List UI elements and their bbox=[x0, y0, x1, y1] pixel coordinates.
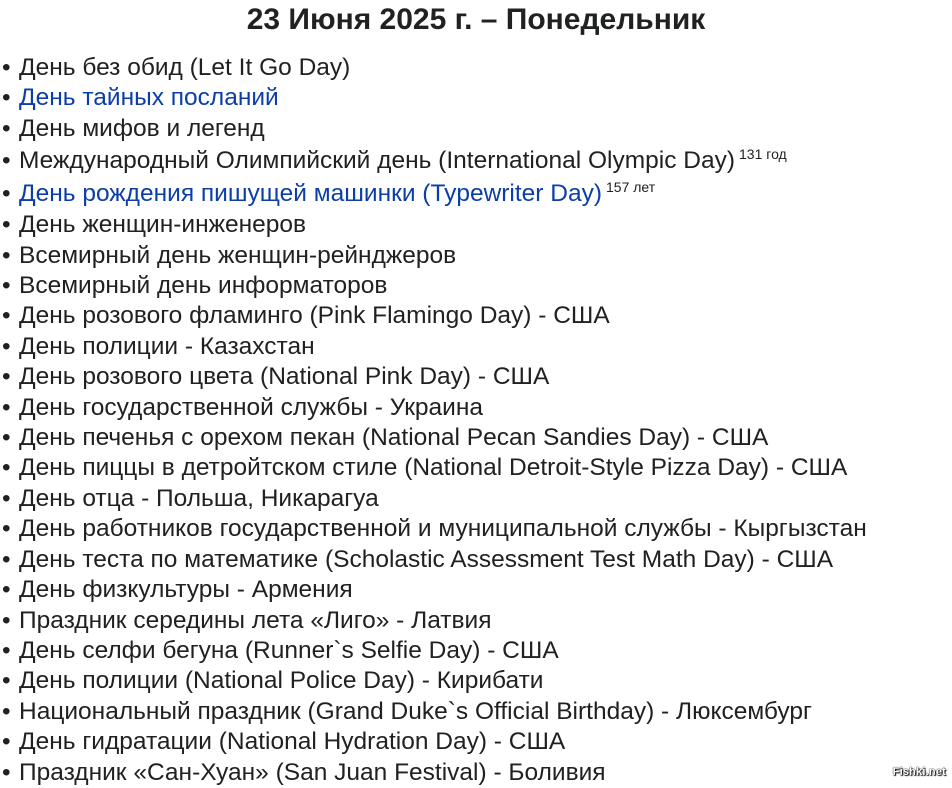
bullet: • bbox=[2, 363, 11, 391]
item-text: День без обид (Let It Go Day) bbox=[19, 54, 351, 81]
bullet: • bbox=[2, 484, 11, 512]
item-text: День физкультуры - Армения bbox=[19, 576, 353, 604]
bullet: • bbox=[2, 211, 11, 239]
list-item bbox=[2, 758, 952, 788]
list-item bbox=[2, 393, 952, 423]
item-text: День печенья с орехом пекан (National Pecan Sandies Day) - США bbox=[19, 424, 769, 452]
item-text: День теста по математике (Scholastic Assessment Test Math Day) - США bbox=[19, 545, 834, 573]
item-text: День розового фламинго (Pink Flamingo Day) - США bbox=[19, 302, 610, 330]
holiday-list bbox=[2, 53, 952, 788]
list-item bbox=[2, 362, 952, 392]
bullet: • bbox=[2, 84, 11, 112]
list-item bbox=[2, 484, 952, 514]
item-text: День полиции - Казахстан bbox=[19, 332, 315, 360]
bullet: • bbox=[2, 272, 11, 300]
list-item bbox=[2, 114, 952, 144]
item-text: День государственной службы - Украина bbox=[19, 393, 484, 421]
page-title: 23 Июня 2025 г. – Понедельник bbox=[246, 3, 706, 36]
anniversary-note: 131 год bbox=[739, 146, 787, 163]
item-text: День пиццы в детройтском стиле (National Detroit-Style Pizza Day) - США bbox=[19, 454, 848, 482]
list-item bbox=[2, 271, 952, 301]
bullet: • bbox=[2, 667, 11, 695]
list-item bbox=[2, 210, 952, 240]
item-link[interactable]: День тайных посланий bbox=[19, 84, 279, 112]
list-item bbox=[2, 666, 952, 696]
item-text: Праздник «Сан-Хуан» (San Juan Festival) - Боливия bbox=[19, 758, 606, 786]
list-item bbox=[2, 332, 952, 362]
item-text: День розового цвета (National Pink Day) - США bbox=[19, 363, 550, 391]
list-item bbox=[2, 575, 952, 605]
list-item[interactable] bbox=[2, 177, 952, 210]
bullet: • bbox=[2, 697, 11, 725]
list-item bbox=[2, 545, 952, 575]
list-item bbox=[2, 453, 952, 483]
list-item bbox=[2, 144, 952, 177]
bullet: • bbox=[2, 393, 11, 421]
item-text: Всемирный день женщин-рейнджеров bbox=[19, 241, 457, 269]
bullet: • bbox=[2, 332, 11, 360]
item-text: День мифов и легенд bbox=[19, 114, 265, 142]
bullet: • bbox=[2, 515, 11, 543]
bullet: • bbox=[2, 180, 11, 208]
list-item bbox=[2, 301, 952, 331]
item-text: День полиции (National Police Day) - Кирибати bbox=[19, 667, 544, 695]
list-item bbox=[2, 636, 952, 666]
item-text: День отца - Польша, Никарагуа bbox=[19, 484, 379, 512]
item-text: Всемирный день информаторов bbox=[19, 272, 388, 300]
bullet: • bbox=[2, 454, 11, 482]
bullet: • bbox=[2, 241, 11, 269]
bullet: • bbox=[2, 728, 11, 756]
list-item bbox=[2, 53, 952, 83]
anniversary-note: 157 лет bbox=[606, 179, 656, 196]
list-item bbox=[2, 241, 952, 271]
item-text: Национальный праздник (Grand Duke`s Official Birthday) - Люксембург bbox=[19, 697, 812, 725]
item-text: День селфи бегуна (Runner`s Selfie Day) - США bbox=[19, 636, 559, 664]
item-text: Праздник середины лета «Лиго» - Латвия bbox=[19, 606, 492, 634]
watermark-logo: Fishki.net bbox=[892, 766, 946, 778]
list-item bbox=[2, 423, 952, 453]
list-item bbox=[2, 727, 952, 757]
item-text: Международный Олимпийский день (International Olympic Day) bbox=[19, 147, 736, 175]
bullet: • bbox=[2, 758, 11, 786]
bullet: • bbox=[2, 424, 11, 452]
bullet: • bbox=[2, 54, 11, 81]
bullet: • bbox=[2, 147, 11, 175]
list-item bbox=[2, 606, 952, 636]
bullet: • bbox=[2, 545, 11, 573]
item-text: День работников государственной и муниципальной службы - Кыргызстан bbox=[19, 515, 867, 543]
list-item bbox=[2, 697, 952, 727]
item-link[interactable]: День рождения пишущей машинки (Typewriter Day) bbox=[19, 180, 602, 208]
item-text: День гидратации (National Hydration Day) - США bbox=[19, 728, 566, 756]
item-text: День женщин-инженеров bbox=[19, 211, 307, 239]
list-item[interactable] bbox=[2, 83, 952, 113]
list-item bbox=[2, 514, 952, 544]
bullet: • bbox=[2, 606, 11, 634]
bullet: • bbox=[2, 114, 11, 142]
bullet: • bbox=[2, 302, 11, 330]
bullet: • bbox=[2, 636, 11, 664]
bullet: • bbox=[2, 576, 11, 604]
